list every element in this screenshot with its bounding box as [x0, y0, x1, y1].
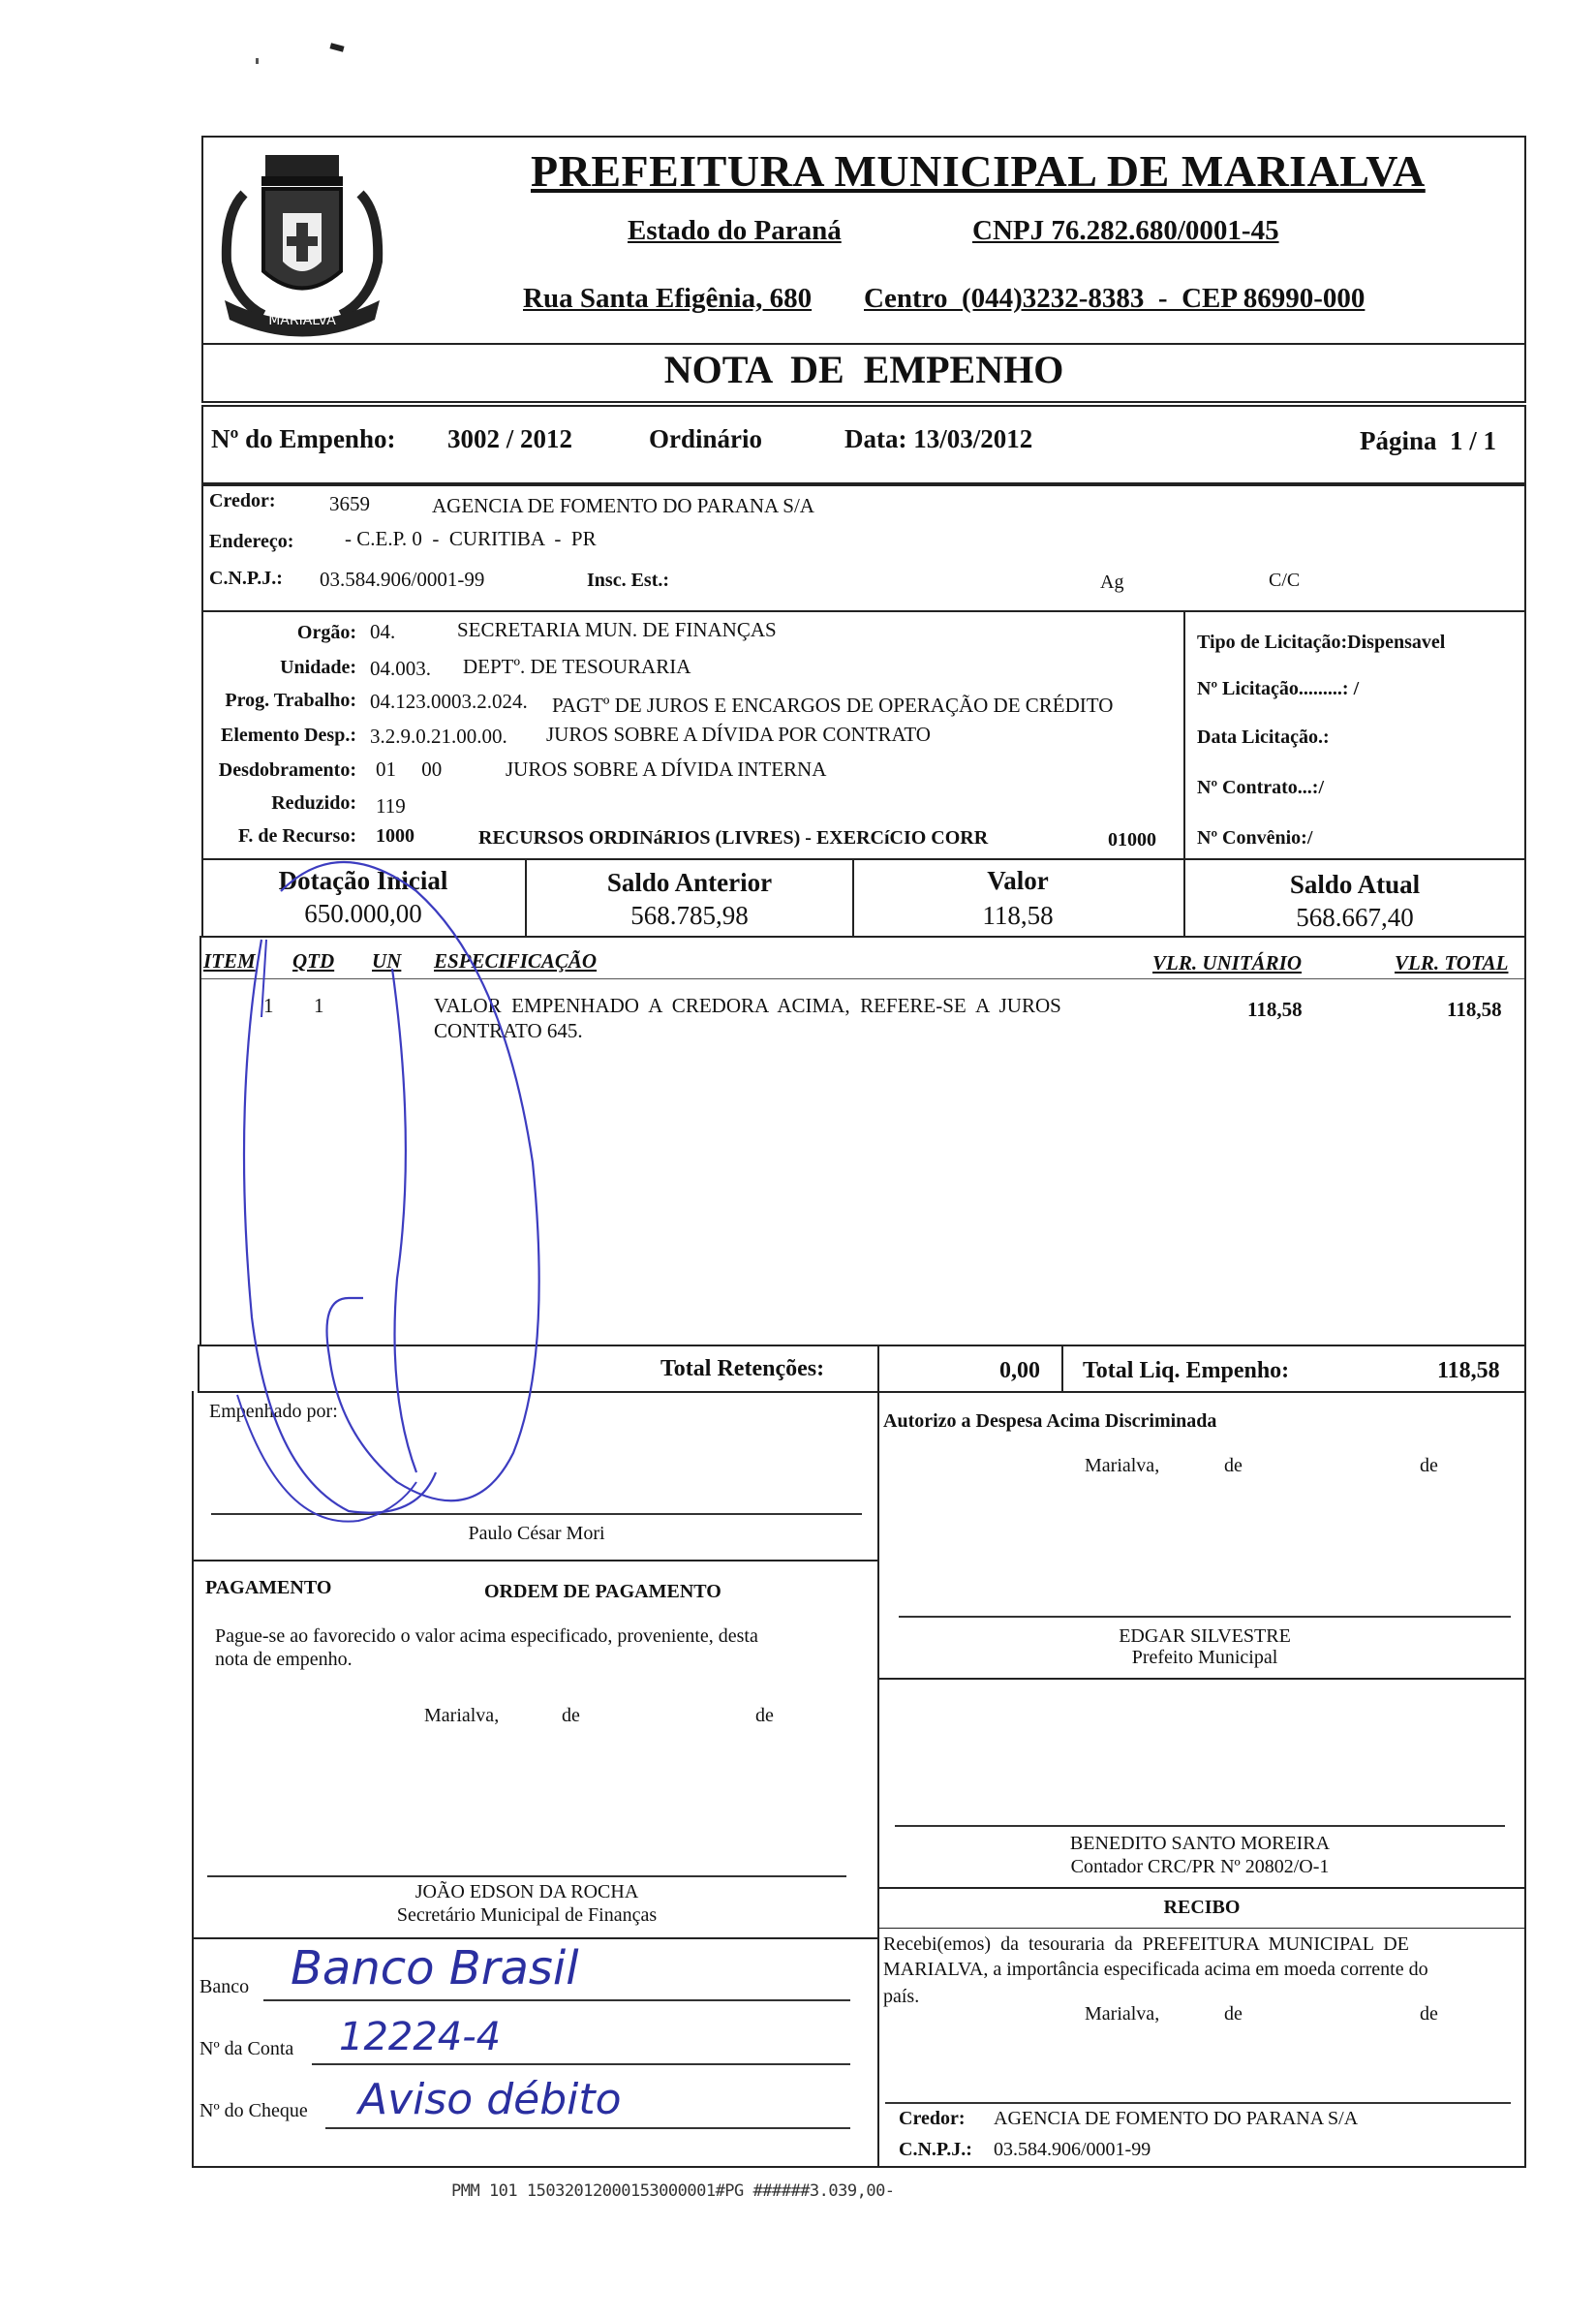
- scan-mark: [329, 43, 344, 51]
- handwritten-signature: [223, 852, 688, 1550]
- saldo-anterior-value: 568.785,98: [630, 901, 749, 930]
- item-number: 1: [263, 994, 274, 1017]
- reduzido-label: Reduzido:: [271, 792, 356, 814]
- recibo-title-rule: [877, 1928, 1526, 1929]
- autorizo-place: Marialva,: [1085, 1455, 1160, 1476]
- pagamento-name: JOÃO EDSON DA ROCHA: [414, 1881, 639, 1902]
- desd-label: Desdobramento:: [218, 759, 356, 781]
- page-number: Página 1 / 1: [1360, 426, 1497, 455]
- lower-right-border: [1524, 1391, 1526, 2166]
- fonte-num: 01000: [1108, 829, 1156, 850]
- empenhado-name: Paulo César Mori: [468, 1523, 605, 1544]
- reduzido-code: 119: [376, 794, 406, 818]
- page-title: PREFEITURA MUNICIPAL DE MARIALVA: [531, 146, 1426, 196]
- liq-empenho-label: Total Liq. Empenho:: [1083, 1358, 1290, 1383]
- autorizo-de2: de: [1420, 1455, 1438, 1476]
- ag-label: Ag: [1100, 572, 1124, 593]
- col-header-unit: VLR. UNITÁRIO: [1152, 951, 1303, 974]
- item-spec-line1: VALOR EMPENHADO A CREDORA ACIMA, REFERE-SE A JUROS: [434, 994, 1061, 1017]
- conta-value[interactable]: 12224-4: [339, 2015, 502, 2059]
- address-label: Endereço:: [209, 531, 294, 552]
- numero-contrato: Nº Contrato...:/: [1197, 777, 1325, 798]
- street-address: Rua Santa Efigênia, 680: [523, 283, 813, 314]
- recibo-text-line3: país.: [883, 1986, 920, 2007]
- recibo-text-line1: Recebi(emos) da tesouraria da PREFEITURA MUNICIPAL DE: [883, 1933, 1409, 1955]
- recibo-place: Marialva,: [1085, 2003, 1160, 2025]
- autorizo-name: EDGAR SILVESTRE: [1119, 1625, 1291, 1647]
- ordem-pagamento-label: ORDEM DE PAGAMENTO: [484, 1581, 721, 1602]
- unidade-name: DEPTº. DE TESOURARIA: [463, 655, 691, 678]
- item-unit-value: 118,58: [1247, 998, 1303, 1021]
- recibo-signature-line: [885, 2102, 1511, 2104]
- empenho-type: Ordinário: [649, 424, 763, 453]
- recibo-de1: de: [1224, 2003, 1243, 2025]
- pagamento-role: Secretário Municipal de Finanças: [396, 1904, 658, 1926]
- recibo-cnpj-label: C.N.P.J.:: [899, 2139, 972, 2160]
- pagamento-signature-line: [207, 1875, 846, 1877]
- credor-label: Credor:: [209, 490, 276, 511]
- dotacao-inicial-value: 650.000,00: [304, 899, 422, 928]
- numero-licitacao: Nº Licitação.........: /: [1197, 678, 1360, 699]
- credor-code: 3659: [329, 492, 370, 515]
- empenho-number: 3002 / 2012: [447, 424, 573, 453]
- item-spec-line2: CONTRATO 645.: [434, 1019, 583, 1042]
- unidade-label: Unidade:: [280, 657, 356, 678]
- recibo-text-line2: MARIALVA, a importância especificada acima em moeda corrente do: [883, 1959, 1428, 1980]
- address-rest: Centro (044)3232-8383 - CEP 86990-000: [864, 283, 1366, 314]
- insc-label: Insc. Est.:: [587, 570, 670, 591]
- item-qtd: 1: [314, 994, 324, 1017]
- col-header-item: ITEM: [203, 949, 256, 973]
- numero-convenio: Nº Convênio:/: [1197, 827, 1313, 849]
- pagamento-place: Marialva,: [424, 1705, 500, 1726]
- prog-code: 04.123.0003.2.024.: [370, 690, 528, 713]
- elem-code: 3.2.9.0.21.00.00.: [370, 725, 507, 748]
- prog-name: PAGTº DE JUROS E ENCARGOS DE OPERAÇÃO DE CRÉDITO: [552, 694, 1114, 717]
- doc-title: NOTA DE EMPENHO: [663, 348, 1064, 391]
- conta-line: [312, 2063, 850, 2065]
- autorizo-signature-line: [899, 1616, 1511, 1618]
- recibo-cnpj: 03.584.906/0001-99: [994, 2139, 1151, 2160]
- credor-cnpj: 03.584.906/0001-99: [320, 568, 485, 591]
- banco-value[interactable]: Banco Brasil: [291, 1941, 579, 1995]
- contador-role: Contador CRC/PR Nº 20802/O-1: [1070, 1856, 1330, 1877]
- elem-label: Elemento Desp.:: [221, 725, 356, 746]
- banco-label: Banco: [200, 1976, 250, 1997]
- totals-divider-1: [877, 1345, 879, 1393]
- fonte-name: RECURSOS ORDINáRIOS (LIVRES) - EXERCíCIO CORR: [478, 827, 989, 849]
- recibo-title: RECIBO: [1163, 1897, 1241, 1918]
- fonte-code: 1000: [376, 825, 414, 847]
- cnpj-label: C.N.P.J.:: [209, 568, 283, 589]
- contador-signature-line: [895, 1825, 1505, 1827]
- contador-bottom: [877, 1887, 1526, 1889]
- items-right-border: [1524, 936, 1526, 1346]
- cc-label: C/C: [1269, 570, 1301, 591]
- valor-value: 118,58: [982, 901, 1054, 930]
- pagamento-de2: de: [755, 1705, 774, 1726]
- pagamento-text-line2: nota de empenho.: [215, 1649, 353, 1670]
- data-licitacao: Data Licitação.:: [1197, 727, 1330, 748]
- col-header-qtd: QTD: [292, 949, 335, 973]
- municipal-crest-icon: [205, 136, 399, 339]
- dotacao-inicial-label: Dotação Inicial: [278, 866, 448, 895]
- saldo-anterior-label: Saldo Anterior: [606, 868, 773, 897]
- desd-code: 01 00: [376, 758, 443, 781]
- retencoes-label: Total Retenções:: [660, 1356, 825, 1381]
- pagamento-de1: de: [562, 1705, 580, 1726]
- items-left-border: [200, 936, 201, 1346]
- fonte-label: F. de Recurso:: [237, 825, 356, 847]
- footer-code: PMM 101 15032012000153000001#PG ######3.039,00-: [451, 2181, 895, 2201]
- item-total-value: 118,58: [1447, 998, 1502, 1021]
- recibo-credor-label: Credor:: [899, 2108, 966, 2129]
- orgao-name: SECRETARIA MUN. DE FINANÇAS: [457, 618, 777, 641]
- empenhado-bottom: [192, 1560, 877, 1561]
- recibo-credor-name: AGENCIA DE FOMENTO DO PARANA S/A: [994, 2108, 1359, 2129]
- tipo-licitacao: Tipo de Licitação:Dispensavel: [1197, 632, 1446, 653]
- contador-name: BENEDITO SANTO MOREIRA: [1069, 1833, 1331, 1854]
- credor-name: AGENCIA DE FOMENTO DO PARANA S/A: [432, 494, 814, 517]
- autorizo-bottom: [877, 1678, 1526, 1680]
- banco-line: [263, 1999, 850, 2001]
- pagamento-label: PAGAMENTO: [205, 1577, 332, 1598]
- retencoes-value: 0,00: [999, 1358, 1040, 1383]
- recibo-de2: de: [1420, 2003, 1438, 2025]
- lower-bottom-border: [192, 2166, 1526, 2168]
- orgao-label: Orgão:: [296, 622, 356, 643]
- pagamento-text-line1: Pague-se ao favorecido o valor acima especificado, proveniente, desta: [215, 1625, 758, 1647]
- autorizo-role: Prefeito Municipal: [1131, 1647, 1278, 1668]
- cheque-value[interactable]: Aviso débito: [358, 2075, 622, 2124]
- saldo-atual-label: Saldo Atual: [1289, 870, 1421, 899]
- lower-center-divider: [877, 1391, 879, 2166]
- orgao-code: 04.: [370, 620, 396, 643]
- dotacao-divider: [1183, 610, 1185, 860]
- valor-label: Valor: [987, 866, 1049, 895]
- pagamento-bottom: [192, 1937, 877, 1939]
- crest-text: MARIALVA: [268, 313, 336, 328]
- cheque-label: Nº do Cheque: [200, 2100, 308, 2121]
- prog-label: Prog. Trabalho:: [225, 690, 356, 711]
- elem-name: JUROS SOBRE A DÍVIDA POR CONTRATO: [546, 723, 931, 746]
- unidade-code: 04.003.: [370, 657, 431, 680]
- empenhado-label: Empenhado por:: [209, 1401, 338, 1422]
- totals-divider-2: [1061, 1345, 1063, 1393]
- cnpj-header: CNPJ 76.282.680/0001-45: [972, 215, 1279, 246]
- col-header-total: VLR. TOTAL: [1395, 951, 1509, 974]
- col-header-spec: ESPECIFICAÇÃO: [434, 949, 598, 973]
- credor-address: - C.E.P. 0 - CURITIBA - PR: [345, 527, 597, 550]
- scan-mark: [256, 58, 259, 64]
- state-name: Estado do Paraná: [628, 215, 842, 246]
- conta-label: Nº da Conta: [200, 2038, 294, 2059]
- desd-name: JUROS SOBRE A DÍVIDA INTERNA: [506, 758, 827, 781]
- empenho-date: Data: 13/03/2012: [844, 424, 1033, 453]
- liq-empenho-value: 118,58: [1437, 1358, 1500, 1383]
- autorizo-label: Autorizo a Despesa Acima Discriminada: [883, 1410, 1217, 1432]
- empenho-label: Nº do Empenho:: [211, 424, 396, 453]
- lower-left-border: [192, 1391, 194, 2166]
- saldo-atual-value: 568.667,40: [1296, 903, 1414, 932]
- cheque-line: [325, 2127, 850, 2129]
- col-header-un: UN: [372, 949, 402, 973]
- autorizo-de1: de: [1224, 1455, 1243, 1476]
